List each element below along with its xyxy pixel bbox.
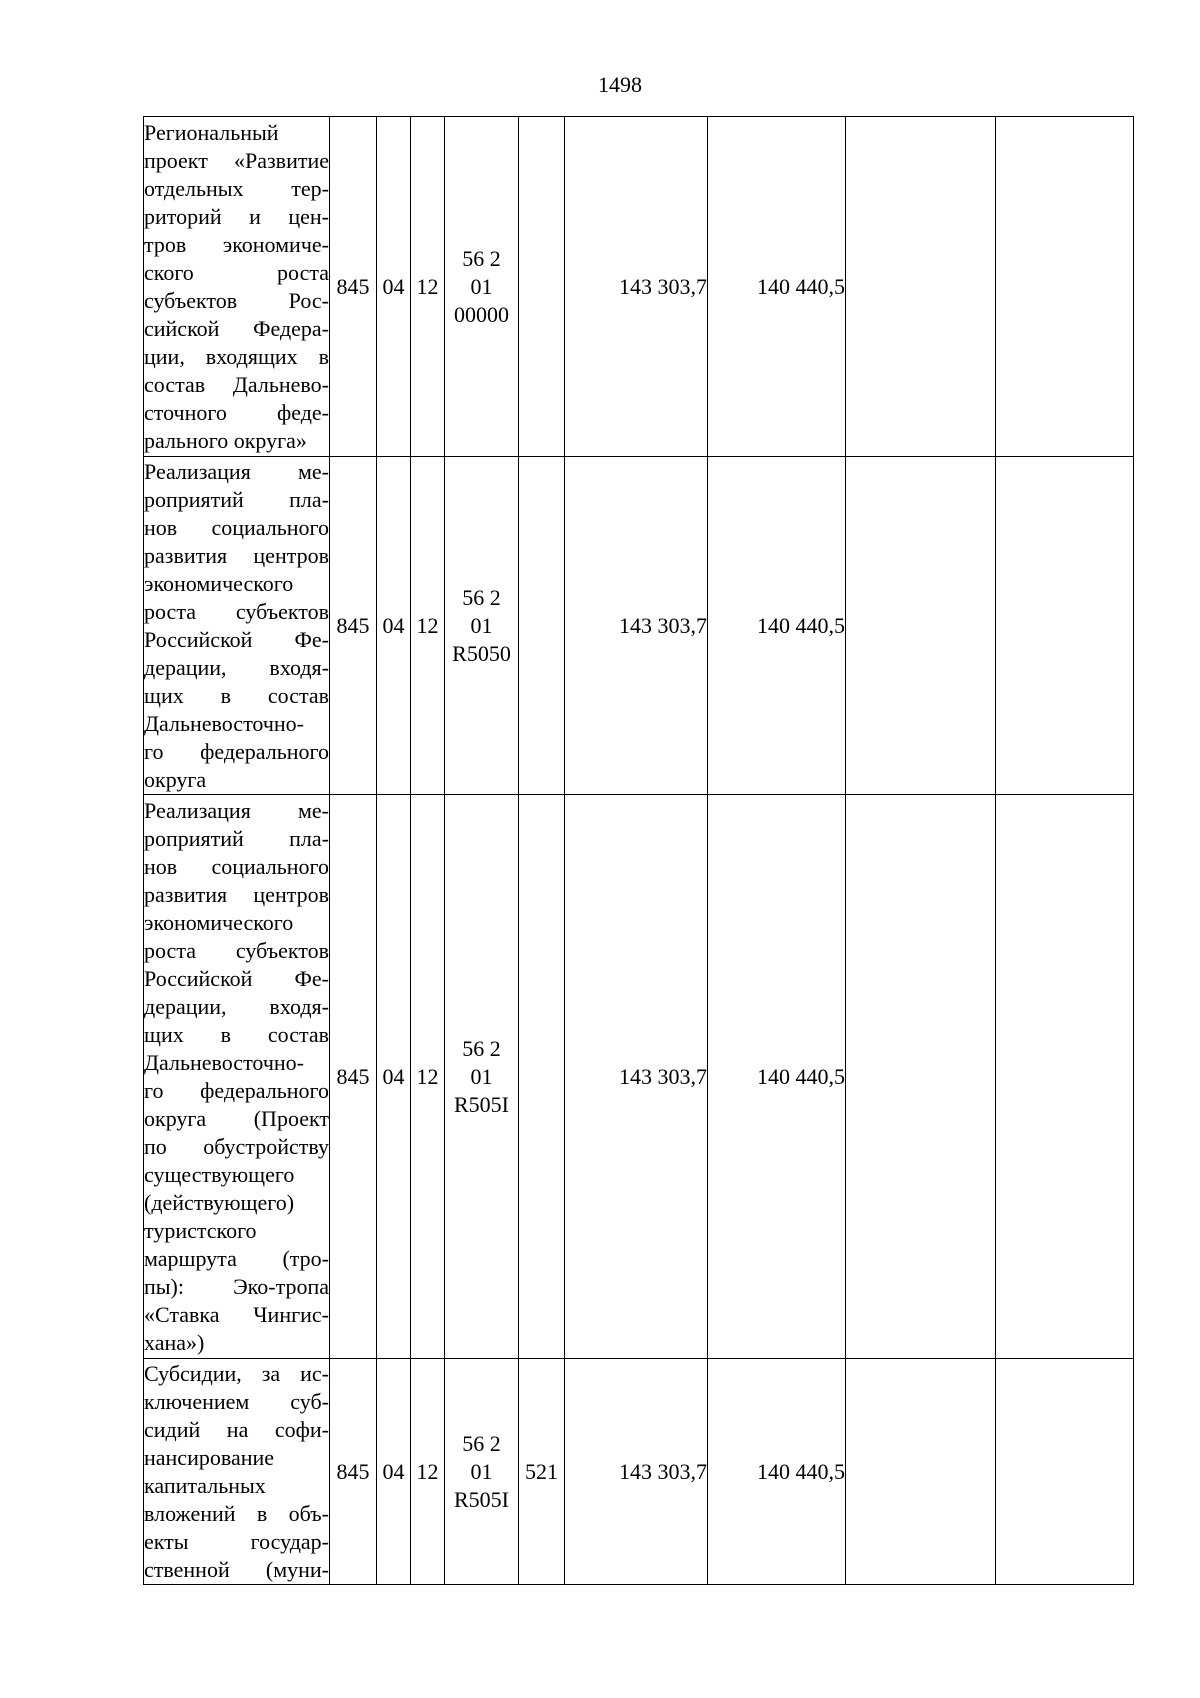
row-name-line: ции, входящих в xyxy=(144,343,329,369)
row-name-line: экономического xyxy=(144,909,294,935)
rz-cell: 04 xyxy=(377,1359,411,1585)
row-name-line: нансирование xyxy=(144,1444,275,1470)
row-name-line: состав Дальнево- xyxy=(144,371,329,397)
ved-cell: 845 xyxy=(330,117,377,457)
csr-line: 56 2 xyxy=(462,1035,501,1061)
ved-cell: 845 xyxy=(330,457,377,795)
pr-cell: 12 xyxy=(411,457,445,795)
row-name-cell xyxy=(144,795,330,1359)
row-name-line: рального округа» xyxy=(144,427,307,453)
row-name-line: (действующего) xyxy=(144,1189,295,1215)
row-name-line: вложений в объ- xyxy=(144,1500,329,1526)
row-name-line: Дальневосточно- xyxy=(144,1049,304,1075)
row-name-line: пы): Эко-тропа xyxy=(144,1273,329,1299)
row-name-line: ского роста xyxy=(144,259,329,285)
row-name-line: существующего xyxy=(144,1161,295,1187)
csr-line: 01 xyxy=(470,1458,493,1484)
csr-line: R5050 xyxy=(452,640,511,666)
row-name-line: тров экономиче- xyxy=(144,231,329,257)
row-name-line: Российской Фе- xyxy=(144,626,329,652)
csr-line: 01 xyxy=(470,612,493,638)
row-name-line: роста субъектов xyxy=(144,598,329,624)
sum4-cell xyxy=(996,117,1134,457)
sum3-cell xyxy=(846,795,996,1359)
row-name-line: сидий на софи- xyxy=(144,1416,329,1442)
row-name-line: субъектов Рос- xyxy=(144,287,329,313)
row-name-line: щих в состав xyxy=(144,682,329,708)
csr-line: 56 2 xyxy=(462,584,501,610)
table-row xyxy=(144,117,1134,457)
row-name-line: округа xyxy=(144,766,207,792)
row-name-line: нов социального xyxy=(144,853,329,879)
sum3-cell xyxy=(846,117,996,457)
row-name-line: Региональный xyxy=(144,119,279,145)
row-name-line: туристского xyxy=(144,1217,257,1243)
table-row xyxy=(144,457,1134,795)
row-name-line: екты государ- xyxy=(144,1528,329,1554)
row-name-line: роприятий пла- xyxy=(144,486,329,512)
row-name-line: Дальневосточно- xyxy=(144,710,304,736)
row-name-line: роприятий пла- xyxy=(144,825,329,851)
row-name-line: округа (Проект xyxy=(144,1105,329,1131)
ved-cell: 845 xyxy=(330,1359,377,1585)
row-name-line: проект «Развитие xyxy=(144,147,329,173)
row-name-line: ключением суб- xyxy=(144,1388,329,1414)
row-name-cell xyxy=(144,457,330,795)
row-name-line: капитальных xyxy=(144,1472,266,1498)
row-name-line: экономического xyxy=(144,570,294,596)
vr-cell xyxy=(519,117,565,457)
csr-cell xyxy=(445,117,519,457)
row-name-line: го федерального xyxy=(144,1077,329,1103)
row-name-cell xyxy=(144,117,330,457)
row-name-line: Реализация ме- xyxy=(144,458,329,484)
row-name-line: Субсидии, за ис- xyxy=(144,1360,329,1386)
sum4-cell xyxy=(996,1359,1134,1585)
row-name-line: щих в состав xyxy=(144,1021,329,1047)
row-name-cell xyxy=(144,1359,330,1585)
csr-cell xyxy=(445,457,519,795)
csr-line: 56 2 xyxy=(462,245,501,271)
sum3-cell xyxy=(846,457,996,795)
rz-cell: 04 xyxy=(377,795,411,1359)
pr-cell: 12 xyxy=(411,117,445,457)
sum2-cell: 140 440,5 xyxy=(708,457,846,795)
row-name-line: дерации, входя- xyxy=(144,993,329,1019)
sum2-cell: 140 440,5 xyxy=(708,117,846,457)
ved-cell: 845 xyxy=(330,795,377,1359)
pr-cell: 12 xyxy=(411,1359,445,1585)
pr-cell: 12 xyxy=(411,795,445,1359)
sum2-cell: 140 440,5 xyxy=(708,1359,846,1585)
csr-line: 56 2 xyxy=(462,1430,501,1456)
vr-cell xyxy=(519,457,565,795)
sum1-cell: 143 303,7 xyxy=(565,1359,708,1585)
vr-cell xyxy=(519,795,565,1359)
row-name-line: по обустройству xyxy=(144,1133,329,1159)
csr-line: 00000 xyxy=(454,301,509,327)
row-name-line: Российской Фе- xyxy=(144,965,329,991)
csr-line: R505I xyxy=(454,1091,509,1117)
row-name-line: дерации, входя- xyxy=(144,654,329,680)
csr-line: 01 xyxy=(470,273,493,299)
row-name-line: Реализация ме- xyxy=(144,797,329,823)
row-name-line: «Ставка Чингис- xyxy=(144,1301,329,1327)
row-name-line: развития центров xyxy=(144,542,329,568)
row-name-line: ственной (муни- xyxy=(144,1556,329,1582)
row-name-line: хана») xyxy=(144,1329,205,1355)
row-name-line: сточного феде- xyxy=(144,399,329,425)
csr-line: R505I xyxy=(454,1486,509,1512)
rz-cell: 04 xyxy=(377,457,411,795)
table-row xyxy=(144,795,1134,1359)
sum2-cell: 140 440,5 xyxy=(708,795,846,1359)
row-name-line: роста субъектов xyxy=(144,937,329,963)
csr-cell xyxy=(445,795,519,1359)
row-name-line: нов социального xyxy=(144,514,329,540)
row-name-line: го федерального xyxy=(144,738,329,764)
csr-line: 01 xyxy=(470,1063,493,1089)
sum3-cell xyxy=(846,1359,996,1585)
row-name-line: сийской Федера- xyxy=(144,315,329,341)
budget-table xyxy=(143,116,1134,1585)
rz-cell: 04 xyxy=(377,117,411,457)
sum4-cell xyxy=(996,457,1134,795)
vr-cell: 521 xyxy=(519,1359,565,1585)
sum1-cell: 143 303,7 xyxy=(565,117,708,457)
row-name-line: отдельных тер- xyxy=(144,175,329,201)
row-name-line: риторий и цен- xyxy=(144,203,329,229)
sum1-cell: 143 303,7 xyxy=(565,457,708,795)
sum4-cell xyxy=(996,795,1134,1359)
page-number: 1498 xyxy=(598,72,642,97)
row-name-line: развития центров xyxy=(144,881,329,907)
table-row xyxy=(144,1359,1134,1585)
row-name-line: маршрута (тро- xyxy=(144,1245,329,1271)
sum1-cell: 143 303,7 xyxy=(565,795,708,1359)
csr-cell xyxy=(445,1359,519,1585)
